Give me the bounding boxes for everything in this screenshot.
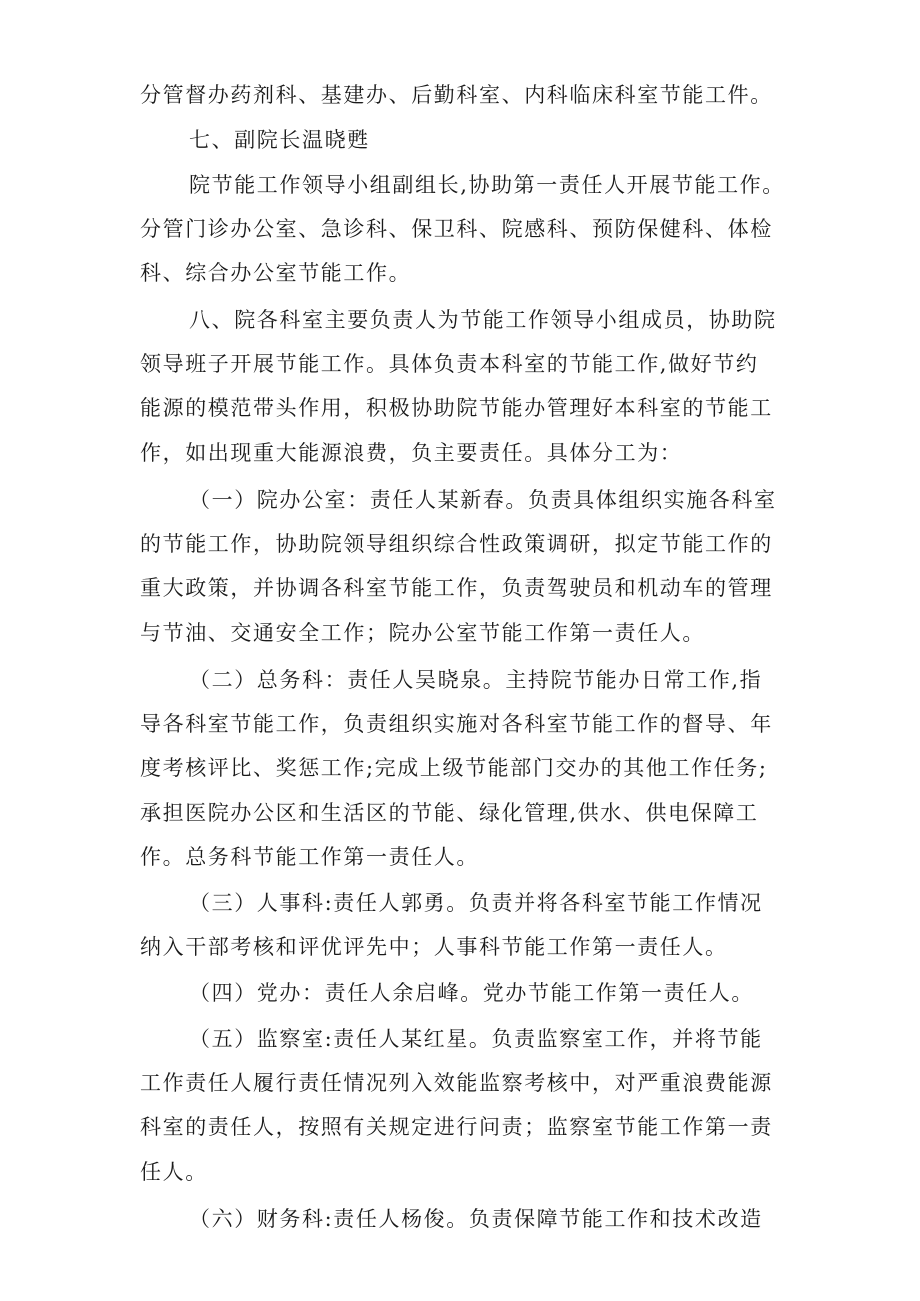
text-line: 工作责任人履行责任情况列入效能监察考核中，对严重浪费能源 bbox=[140, 1071, 773, 1095]
text-line: 分管督办药剂科、基建办、后勤科室、内科临床科室节能工件。 bbox=[140, 83, 773, 107]
text-line: （四）党办：责任人余启峰。党办节能工作第一责任人。 bbox=[189, 981, 754, 1005]
text-line: （三）人事科:责任人郭勇。负责并将各科室节能工作情况 bbox=[189, 891, 763, 915]
text-line: 作，如出现重大能源浪费，负主要责任。具体分工为： bbox=[140, 441, 683, 465]
text-line: 分管门诊办公室、急诊科、保卫科、院感科、预防保健科、体检 bbox=[140, 217, 773, 241]
text-line: 作。总务科节能工作第一责任人。 bbox=[140, 845, 479, 869]
text-line: （一）院办公室：责任人某新春。负责具体组织实施各科室 bbox=[189, 488, 777, 512]
text-line: （六）财务科:责任人杨俊。负责保障节能工作和技术改造 bbox=[189, 1207, 763, 1231]
section-heading: 七、副院长温晓甦 bbox=[189, 128, 370, 152]
text-line: 重大政策，并协调各科室节能工作，负责驾驶员和机动车的管理 bbox=[140, 576, 773, 600]
text-line: 科室的责任人，按照有关规定进行问责；监察室节能工作第一责 bbox=[140, 1115, 773, 1139]
text-line: 八、院各科室主要负责人为节能工作领导小组成员，协助院 bbox=[189, 308, 777, 332]
text-line: 能源的模范带头作用，积极协助院节能办管理好本科室的节能工 bbox=[140, 396, 773, 420]
text-line: 与节油、交通安全工作；院办公室节能工作第一责任人。 bbox=[140, 621, 705, 645]
text-line: 的节能工作，协助院领导组织综合性政策调研，拟定节能工作的 bbox=[140, 532, 773, 556]
text-line: （五）监察室:责任人某红星。负责监察室工作，并将节能 bbox=[189, 1027, 763, 1051]
text-line: （二）总务科：责任人吴晓泉。主持院节能办日常工作,指 bbox=[189, 668, 763, 692]
text-line: 科、综合办公室节能工作。 bbox=[140, 261, 412, 285]
text-line: 领导班子开展节能工作。具体负责本科室的节能工作,做好节约 bbox=[140, 352, 759, 376]
text-line: 承担医院办公区和生活区的节能、绿化管理,供水、供电保障工 bbox=[140, 801, 759, 825]
text-line: 导各科室节能工作，负责组织实施对各科室节能工作的督导、年 bbox=[140, 712, 773, 736]
text-line: 任人。 bbox=[140, 1160, 208, 1184]
text-line: 院节能工作领导小组副组长,协助第一责任人开展节能工作。 bbox=[189, 173, 785, 197]
text-line: 度考核评比、奖惩工作;完成上级节能部门交办的其他工作任务; bbox=[140, 756, 768, 780]
text-line: 纳入干部考核和评优评先中；人事科节能工作第一责任人。 bbox=[140, 935, 728, 959]
